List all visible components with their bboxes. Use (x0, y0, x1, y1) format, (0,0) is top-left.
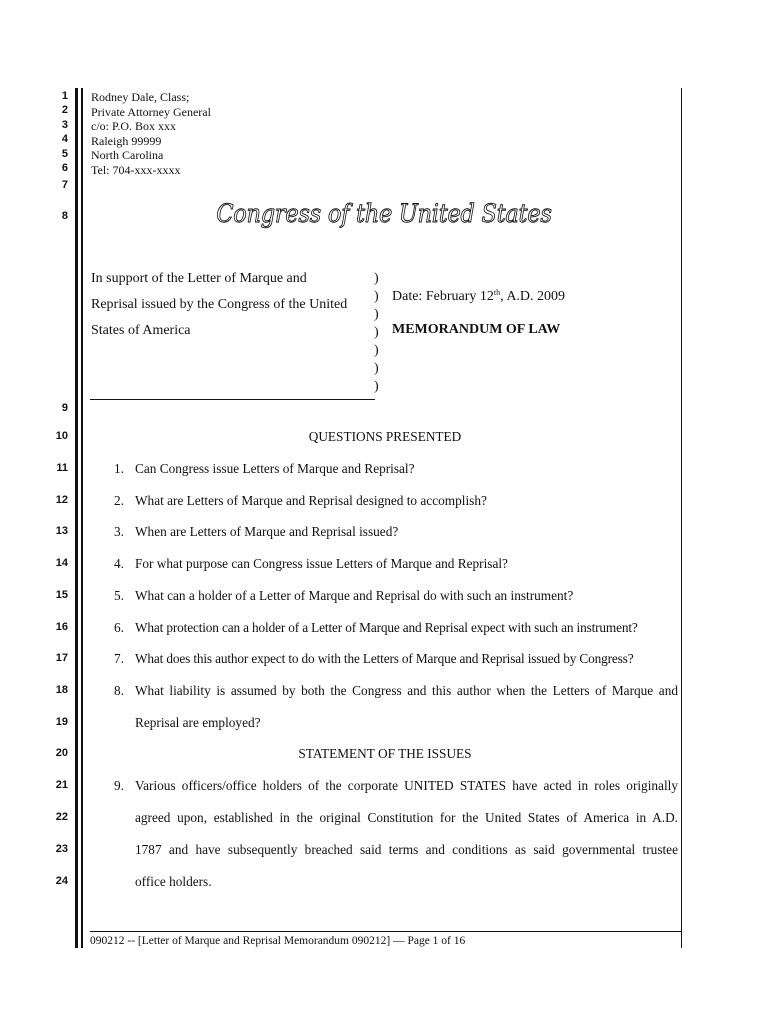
court-title (0, 196, 768, 232)
question-text: When are Letters of Marque and Reprisal issued? (135, 524, 399, 539)
questions-heading: QUESTIONS PRESENTED (308, 429, 462, 444)
question-number: 6. (114, 620, 124, 635)
question-text: What does this author expect to do with the Letters of Marque and Reprisal issued by Congress? (135, 651, 634, 666)
page-footer: 090212 -- [Letter of Marque and Reprisal Memorandum 090212] — Page 1 of 16 (90, 935, 466, 947)
question-number: 7. (114, 651, 124, 666)
question-number: 5. (114, 588, 124, 603)
question-number: 2. (114, 493, 124, 508)
header-line-state: North Carolina (91, 148, 164, 162)
document-type: MEMORANDUM OF LAW (392, 322, 561, 337)
line-number-7: 7 (61, 179, 68, 191)
caption-parens (374, 270, 379, 396)
question-text: What protection can a holder of a Letter of Marque and Reprisal expect with such an instrument? (135, 620, 638, 635)
paren: ) (374, 343, 379, 358)
line-number-13: 13 (55, 525, 68, 537)
line-number-8: 8 (61, 210, 68, 222)
header-line-name: Rodney Dale, Class; (91, 90, 190, 104)
question-number: 1. (114, 461, 124, 476)
line-number-5: 5 (61, 148, 68, 160)
line-number-20: 20 (55, 747, 68, 759)
paren: ) (374, 289, 379, 304)
line-number-24: 24 (55, 875, 68, 887)
question-text: What are Letters of Marque and Reprisal designed to accomplish? (135, 493, 487, 508)
line-number-3: 3 (61, 119, 68, 131)
line-number-11: 11 (56, 462, 68, 474)
header-line-address: c/o: P.O. Box xxx (91, 119, 177, 133)
line-number-15: 15 (55, 589, 68, 601)
line-number-19: 19 (55, 716, 68, 728)
header-line-phone: Tel: 704-xxx-xxxx (91, 162, 181, 177)
caption-date (392, 288, 565, 305)
line-number-12: 12 (55, 494, 68, 506)
question-text: Can Congress issue Letters of Marque and Reprisal? (135, 461, 415, 476)
line-number-9: 9 (61, 402, 68, 414)
date-ordinal: th (493, 288, 501, 297)
line-number-17: 17 (55, 652, 68, 664)
paren: ) (374, 379, 379, 394)
date-suffix: , A.D. 2009 (500, 289, 566, 304)
issues-heading: STATEMENT OF THE ISSUES (298, 746, 472, 761)
attorney-header (91, 90, 211, 177)
issue-text-line: office holders. (135, 874, 212, 889)
line-number-2: 2 (61, 104, 68, 116)
issue-text-line: Various officers/office holders of the corporate UNITED STATES have acted in roles originally (135, 778, 678, 793)
line-number-1: 1 (61, 90, 68, 102)
line-number-14: 14 (55, 557, 68, 569)
header-line-city: Raleigh 99999 (91, 133, 162, 148)
line-number-16: 16 (55, 621, 68, 633)
line-number-22: 22 (55, 811, 68, 823)
date-prefix: Date: February 12 (392, 289, 494, 304)
caption-left (91, 266, 347, 344)
line-number-10: 10 (55, 430, 68, 442)
caption-line-2: Reprisal issued by the Congress of the United (91, 297, 348, 312)
line-number-6: 6 (61, 162, 68, 174)
question-text: What liability is assumed by both the Congress and this author when the Letters of Marque and (135, 683, 678, 698)
question-text: What can a holder of a Letter of Marque and Reprisal do with such an instrument? (135, 588, 574, 603)
question-number: 4. (114, 556, 124, 571)
paren: ) (374, 361, 379, 376)
paren: ) (374, 307, 379, 322)
court-title-art (0, 196, 768, 232)
court-title-text: Congress of the United States (216, 198, 552, 229)
line-number-18: 18 (55, 684, 68, 696)
paren: ) (374, 325, 379, 340)
caption-rule (90, 399, 375, 400)
issue-text-line: agreed upon, established in the original Constitution for the United States of America in A.D. (135, 810, 678, 825)
line-number-21: 21 (55, 779, 68, 791)
line-number-23: 23 (55, 843, 68, 855)
header-line-title: Private Attorney General (91, 104, 211, 119)
question-text-continued: Reprisal are employed? (135, 715, 261, 730)
question-number: 8. (114, 683, 124, 698)
footer-rule (90, 931, 681, 932)
question-number: 3. (114, 524, 124, 539)
caption-line-1: In support of the Letter of Marque and (91, 271, 307, 286)
issue-number: 9. (114, 778, 124, 793)
question-text: For what purpose can Congress issue Letters of Marque and Reprisal? (135, 556, 508, 571)
paren: ) (374, 271, 379, 286)
caption-line-3: States of America (91, 323, 191, 338)
line-number-4: 4 (61, 133, 68, 145)
issue-text-line: 1787 and have subsequently breached said terms and conditions as said governmental trustee (135, 842, 678, 857)
